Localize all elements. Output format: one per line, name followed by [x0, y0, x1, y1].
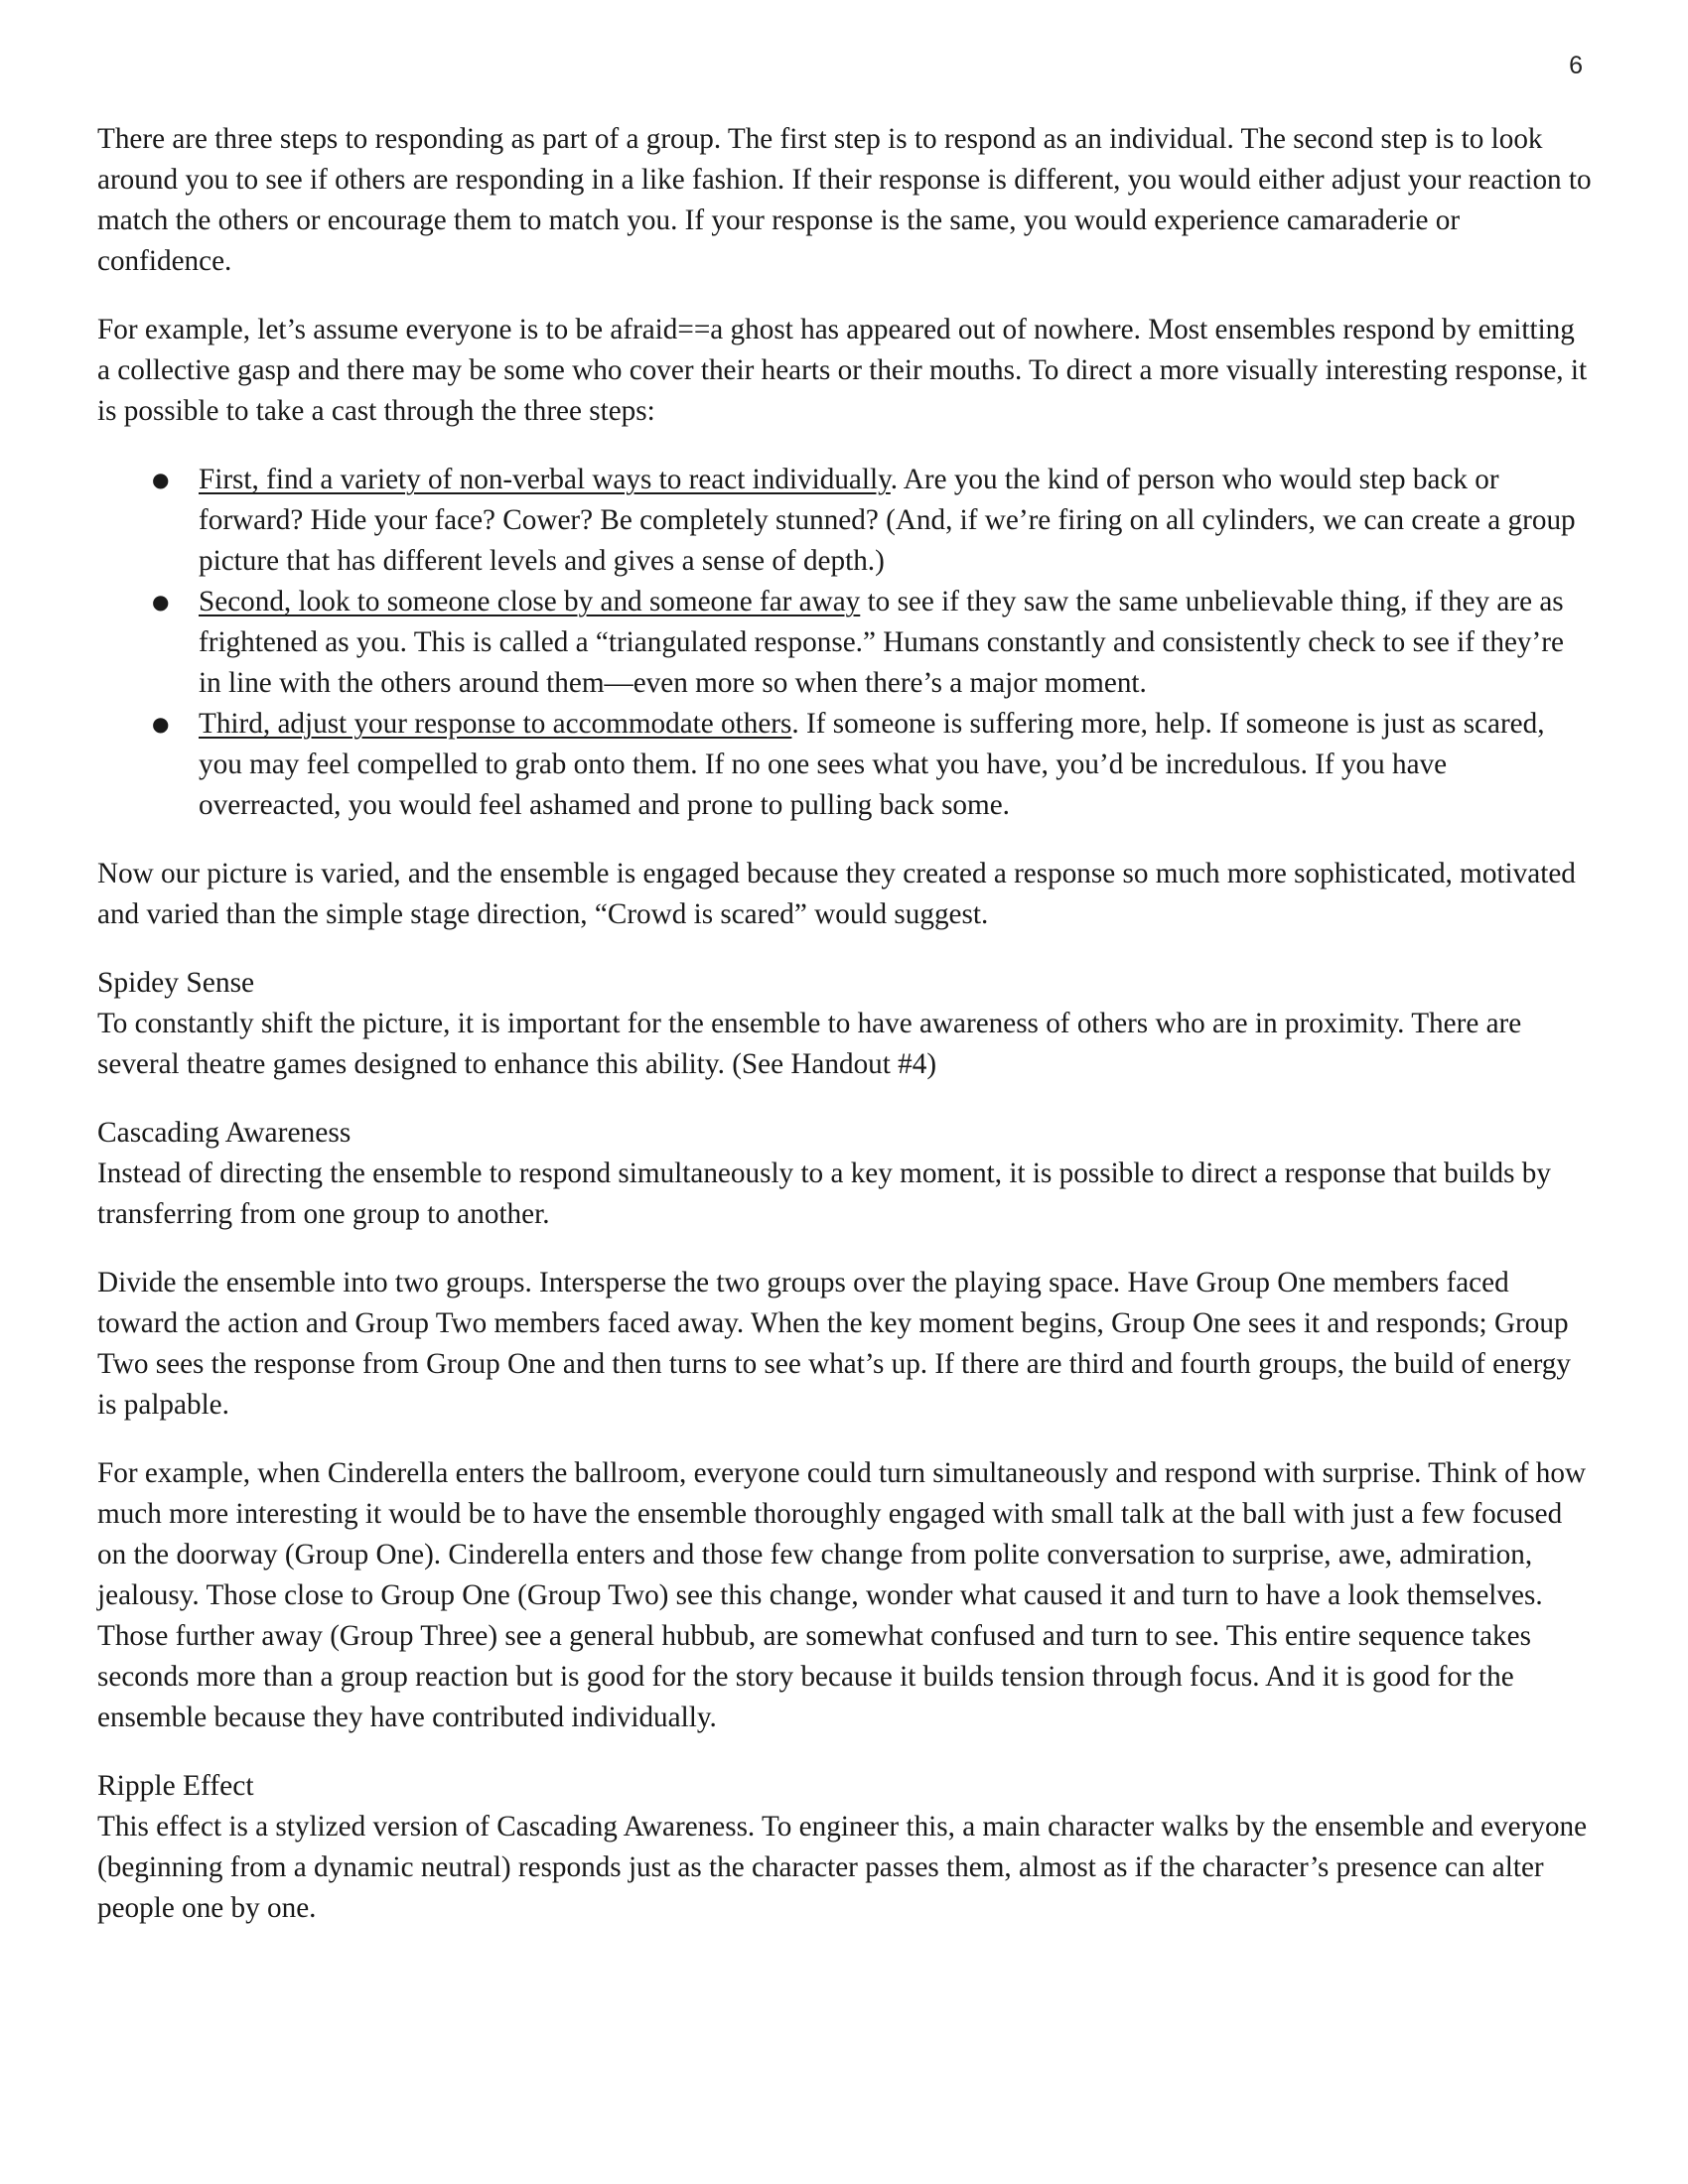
- ripple-paragraph: This effect is a stylized version of Cascading Awareness. To engineer this, a main character walks by the ensemble and everyone (beginning from a dynamic neutral) responds just as the character passes them, almost as if the character’s presence can alter people one by one.: [97, 1811, 1588, 1924]
- three-steps-list: [97, 460, 1593, 826]
- bullet-icon: ●: [152, 590, 170, 614]
- intro-paragraph-1: There are three steps to responding as part of a group. The first step is to respond as an individual. The second step is to look around you to see if others are responding in a like fashion. If their response is different, you would either adjust your reaction to match the others or encourage them to match you. If your response is the same, you would experience camaraderie or confidence.: [97, 123, 1592, 277]
- section-heading-spidey-sense: Spidey Sense: [97, 967, 255, 999]
- list-item: [97, 582, 1593, 704]
- page-number: 6: [1569, 52, 1583, 79]
- spidey-paragraph: To constantly shift the picture, it is important for the ensemble to have awareness of others who are in proximity. There are several theatre games designed to enhance this ability. (See Handout #4): [97, 1008, 1522, 1080]
- step-text: to see if they saw the same unbelievable thing, if they are as frightened as you. This is called a “triangulated response.” Humans constantly and consistently check to see if they’re in line with the others around them—even more so when there’s a major moment.: [199, 586, 1564, 699]
- list-item: [97, 460, 1593, 582]
- step-lead: Second, look to someone close by and someone far away: [199, 586, 861, 617]
- summary-paragraph: Now our picture is varied, and the ensemble is engaged because they created a response so much more sophisticated, motivated and varied than the simple stage direction, “Crowd is scared” would suggest.: [97, 858, 1576, 930]
- step-lead: Third, adjust your response to accommodate others: [199, 708, 792, 740]
- bullet-icon: ●: [152, 468, 170, 491]
- step-lead: First, find a variety of non-verbal ways to react individually: [199, 464, 891, 495]
- intro-paragraph-2: For example, let’s assume everyone is to be afraid==a ghost has appeared out of nowhere. Most ensembles respond by emitting a collective gasp and there may be some who cover their hearts or their mouths. To direct a more visually interesting response, it is possible to take a cast through the three steps:: [97, 314, 1588, 427]
- section-heading-ripple-effect: Ripple Effect: [97, 1770, 254, 1802]
- cascading-paragraph-2: Divide the ensemble into two groups. Intersperse the two groups over the playing space. Have Group One members faced toward the action and Group Two members faced away. When the key moment begins, Group One sees it and responds; Group Two sees the response from Group One and then turns to see what’s up. If there are third and fourth groups, the build of energy is palpable.: [97, 1267, 1571, 1421]
- list-item: [97, 704, 1593, 826]
- step-text: . If someone is suffering more, help. If someone is just as scared, you may feel compelled to grab onto them. If no one sees what you have, you’d be incredulous. If you have overreacted, you would feel ashamed and prone to pulling back some.: [199, 708, 1545, 821]
- page-body: [97, 119, 1593, 1957]
- step-text: . Are you the kind of person who would step back or forward? Hide your face? Cower? Be completely stunned? (And, if we’re firing on all cylinders, we can create a group picture that has different levels and gives a sense of depth.): [199, 464, 1576, 577]
- cascading-paragraph-1: Instead of directing the ensemble to respond simultaneously to a key moment, it is possible to direct a response that builds by transferring from one group to another.: [97, 1158, 1551, 1230]
- bullet-icon: ●: [152, 712, 170, 736]
- section-heading-cascading-awareness: Cascading Awareness: [97, 1117, 352, 1149]
- cascading-paragraph-3: For example, when Cinderella enters the ballroom, everyone could turn simultaneously and respond with surprise. Think of how much more interesting it would be to have the ensemble thoroughly engaged with small talk at the ball with just a few focused on the doorway (Group One). Cinderella enters and those few change from polite conversation to surprise, awe, admiration, jealousy. Those close to Group One (Group Two) see this change, wonder what caused it and turn to have a look themselves. Those further away (Group Three) see a general hubbub, are somewhat confused and turn to see. This entire sequence takes seconds more than a group reaction but is good for the story because it builds tension through focus. And it is good for the ensemble because they have contributed individually.: [97, 1457, 1587, 1733]
